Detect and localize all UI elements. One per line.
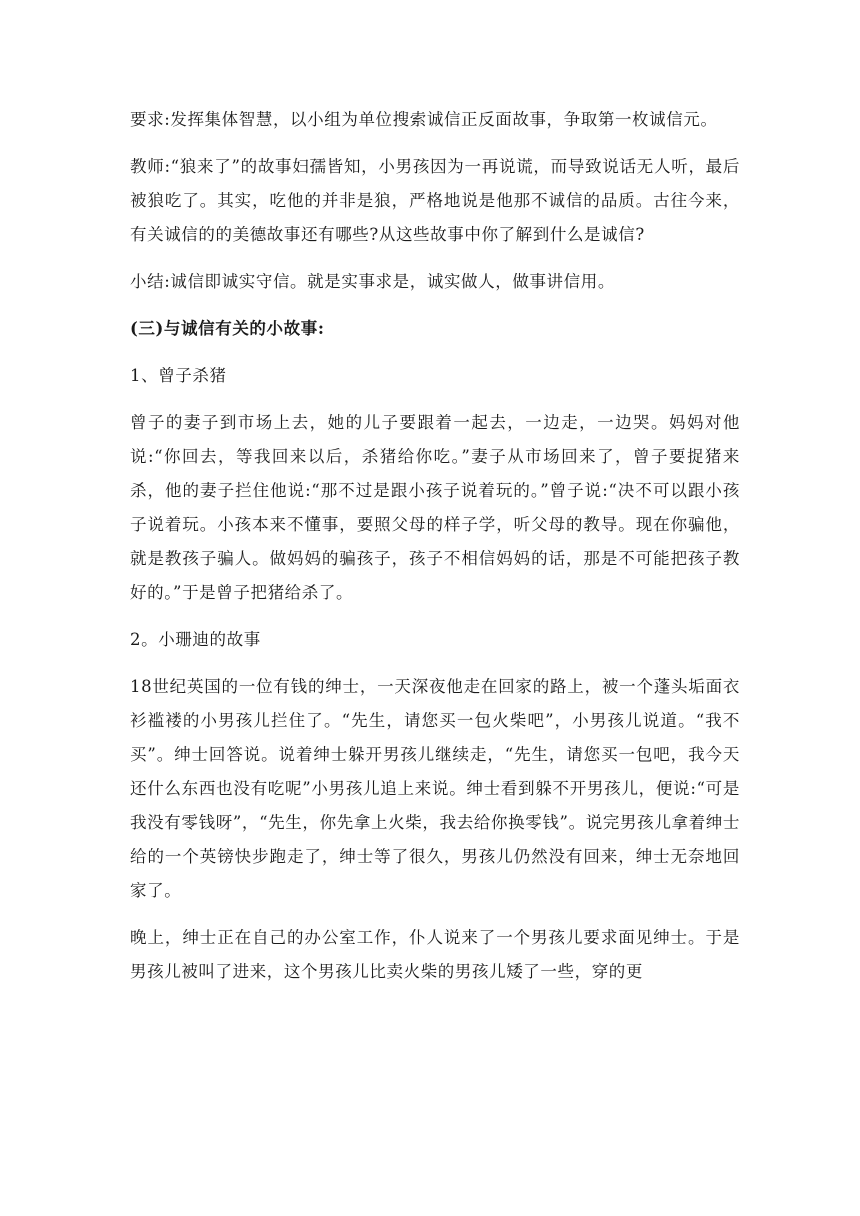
summary-paragraph: 小结:诚信即诚实守信。就是实事求是，诚实做人，做事讲信用。 — [130, 272, 615, 291]
story-1-body: 曾子的妻子到市场上去，她的儿子要跟着一起去，一边走，一边哭。妈妈对他说:“你回去，等我回来以后，杀猪给你吃。”妻子从市场回来了，曾子要捉猪来杀，他的妻子拦住他说:“那不过是跟小孩子说着玩的。”曾子说:“决不可以跟小孩子说着玩。小孩本来不懂事，要照父母的样子学，听父母的教导。现在你骗他，就是教孩子骗人。做妈妈的骗孩子，孩子不相信妈妈的话，那是不可能把孩子教好的。”于是曾子把猪给杀了。 — [130, 413, 740, 602]
story-2-continuation: 晚上，绅士正在自己的办公室工作，仆人说来了一个男孩儿要求面见绅士。于是男孩儿被叫了进来，这个男孩儿比卖火柴的男孩儿矮了一些，穿的更 — [130, 928, 740, 981]
story-1-title: 1、曾子杀猪 — [130, 366, 227, 385]
section-heading: (三)与诚信有关的小故事: — [130, 319, 325, 338]
story-2-body: 18世纪英国的一位有钱的绅士，一天深夜他走在回家的路上，被一个蓬头垢面衣衫褴褛的小男孩儿拦住了。“先生，请您买一包火柴吧”，小男孩儿说道。“我不买”。绅士回答说。说着绅士躲开男孩儿继续走，“先生，请您买一包吧，我今天还什么东西也没有吃呢”小男孩儿追上来说。绅士看到躲不开男孩儿，便说:“可是我没有零钱呀”，“先生，你先拿上火柴，我去给你换零钱”。说完男孩儿拿着绅士给的一个英镑快步跑走了，绅士等了很久，男孩儿仍然没有回来，绅士无奈地回家了。 — [130, 677, 740, 900]
teacher-paragraph: 教师:“狼来了”的故事妇孺皆知，小男孩因为一再说谎，而导致说话无人听，最后被狼吃了。其实，吃他的并非是狼，严格地说是他那不诚信的品质。古往今来，有关诚信的的美德故事还有哪些?从这些故事中你了解到什么是诚信? — [130, 157, 740, 244]
story-2-title: 2。小珊迪的故事 — [130, 630, 261, 649]
requirement-paragraph: 要求:发挥集体智慧，以小组为单位搜索诚信正反面故事，争取第一枚诚信元。 — [130, 110, 718, 129]
document-page — [130, 103, 740, 1002]
